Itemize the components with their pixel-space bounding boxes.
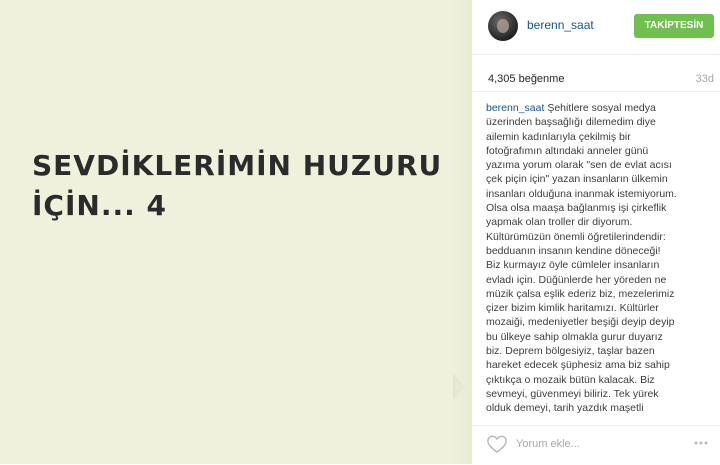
caption-line: fotoğrafımın altındaki anneler günü bbox=[486, 144, 649, 157]
caption-line: biz. Deprem bölgesiyiz, taşlar bazen bbox=[486, 345, 655, 358]
caption-line: sevmeyi, güvenmeyi biliriz. Tek yürek bbox=[486, 387, 659, 400]
caption-line: yazıma yorum olarak "sen de evlat acısı bbox=[486, 159, 672, 172]
caption-line: mozaiği, medeniyetler beşiği deyip deyip bbox=[486, 316, 675, 329]
caption-line: çek piçin için" yazan insanların ülkemin bbox=[486, 173, 668, 186]
post-header bbox=[472, 0, 720, 55]
caption-line: bu ülkeye sahip olmakla gurur duyarız bbox=[486, 330, 663, 343]
caption-username-link[interactable]: berenn_saat bbox=[486, 102, 545, 114]
caption-line: olduk demeyi, tarih yazdık maşetli bbox=[486, 402, 644, 415]
following-button[interactable]: TAKİPTESİN bbox=[634, 14, 714, 38]
caption-line: yapmak olan troller dir diyorum. bbox=[486, 216, 633, 229]
post-image-text bbox=[32, 146, 452, 226]
caption-line: müzik çalsa eşlik ederiz biz, mezelerimiz bbox=[486, 287, 675, 300]
post-stats bbox=[472, 55, 720, 92]
image-text-line: SEVDİKLERİMİN HUZURU bbox=[32, 149, 443, 182]
caption-line: Kültürümüzün önemli öğretilerindendir: bbox=[486, 230, 666, 243]
caption-line: berenn_saat Şehitlere sosyal medya bbox=[486, 102, 656, 114]
next-arrow-icon[interactable] bbox=[453, 373, 465, 401]
comment-input[interactable] bbox=[516, 435, 666, 453]
image-text-line: İÇİN... 4 bbox=[32, 189, 167, 222]
caption-line: üzerinden başsağlığı dilemedim diye bbox=[486, 116, 656, 129]
post-age: 33d bbox=[695, 73, 714, 85]
avatar[interactable] bbox=[488, 11, 518, 41]
username-link[interactable]: berenn_saat bbox=[527, 18, 594, 32]
post-sidebar bbox=[472, 0, 720, 464]
likes-count[interactable]: 4,305 beğenme bbox=[488, 73, 565, 85]
post-caption bbox=[486, 101, 711, 416]
caption-line: Olsa olsa maaşa bağlanmış işi çirkeflik bbox=[486, 202, 667, 215]
caption-line: evladı için. Düğünlerde her yöreden ne bbox=[486, 273, 667, 286]
caption-line: ailemin kadınlarıyla çekilmiş bir bbox=[486, 130, 631, 143]
caption-line: çıktıkça o mozaik bütün kalacak. Biz bbox=[486, 373, 655, 386]
heart-icon[interactable] bbox=[486, 434, 508, 454]
caption-line: çizer bizim kimlik haritamızı. Kültürler bbox=[486, 302, 659, 315]
comment-bar bbox=[472, 425, 720, 465]
caption-line: hareket edecek şüphesiz ama biz sahip bbox=[486, 359, 670, 372]
more-options-icon[interactable] bbox=[694, 436, 708, 450]
caption-line: bedduanın insanın kendine döneceği! bbox=[486, 244, 661, 257]
caption-line: Biz kurmayız öyle cümleler insanların bbox=[486, 259, 660, 272]
caption-line: insanları olduğuna inanmak istemiyorum. bbox=[486, 187, 677, 200]
